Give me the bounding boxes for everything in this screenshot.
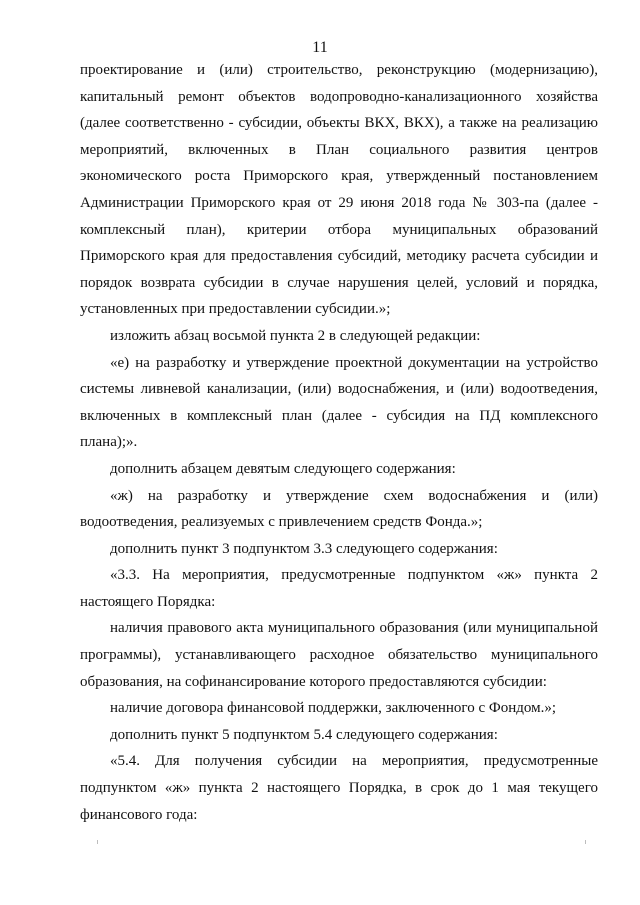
paragraph-legal-act: наличия правового акта муниципального образования (или муниципальной программы), устанавливающего расходное обязательство муниципального образования, на софинансирование которого предоставляются субсидии:: [80, 620, 598, 690]
paragraph-add-p3-3: дополнить пункт 3 подпунктом 3.3 следующего содержания:: [110, 540, 498, 557]
paragraph-5-4: «5.4. Для получения субсидии на мероприятия, предусмотренные подпунктом «ж» пункта 2 настоящего Порядка, в срок до 1 мая текущего финансового года:: [80, 753, 598, 823]
paragraph-add-item9: дополнить абзацем девятым следующего содержания:: [110, 460, 456, 477]
page-number: 11: [312, 39, 328, 56]
paragraph-item-e: «е) на разработку и утверждение проектной документации на устройство системы ливневой канализации, (или) водоснабжения, и (или) водоотведения, включенных в комплексный план (далее - субсидия на ПД комплексного плана);».: [80, 354, 598, 451]
paragraph-3-3: «3.3. На мероприятия, предусмотренные подпунктом «ж» пункта 2 настоящего Порядка:: [80, 567, 598, 610]
paragraph-add-p5-4: дополнить пункт 5 подпунктом 5.4 следующего содержания:: [110, 726, 498, 743]
scan-mark-right: [585, 840, 586, 844]
document-body: [80, 57, 598, 828]
paragraph-amend-p2-item8: изложить абзац восьмой пункта 2 в следующей редакции:: [110, 327, 481, 344]
paragraph-fund-agreement: наличие договора финансовой поддержки, заключенного с Фондом.»;: [110, 700, 556, 717]
paragraph-item-zh: «ж) на разработку и утверждение схем водоснабжения и (или) водоотведения, реализуемых с привлечением средств Фонда.»;: [80, 487, 598, 531]
scan-mark-left: [97, 840, 98, 844]
paragraph-continuation: проектирование и (или) строительство, реконструкцию (модернизацию), капитальный ремонт объектов водопроводно-канализационного хозяйства (далее соответственно - субсидии, объекты ВКХ, ВКХ), а также на реализацию мероприятий, включенных в План социального развития центров экономического роста Приморского края, утвержденный постановлением Администрации Приморского края от 29 июня 2018 года № 303-па (далее - комплексный план), критерии отбора муниципальных образований Приморского края для предоставления субсидий, методику расчета субсидии и порядок возврата субсидии в случае нарушения целей, условий и порядка, установленных при предоставлении субсидии.»;: [80, 62, 598, 318]
